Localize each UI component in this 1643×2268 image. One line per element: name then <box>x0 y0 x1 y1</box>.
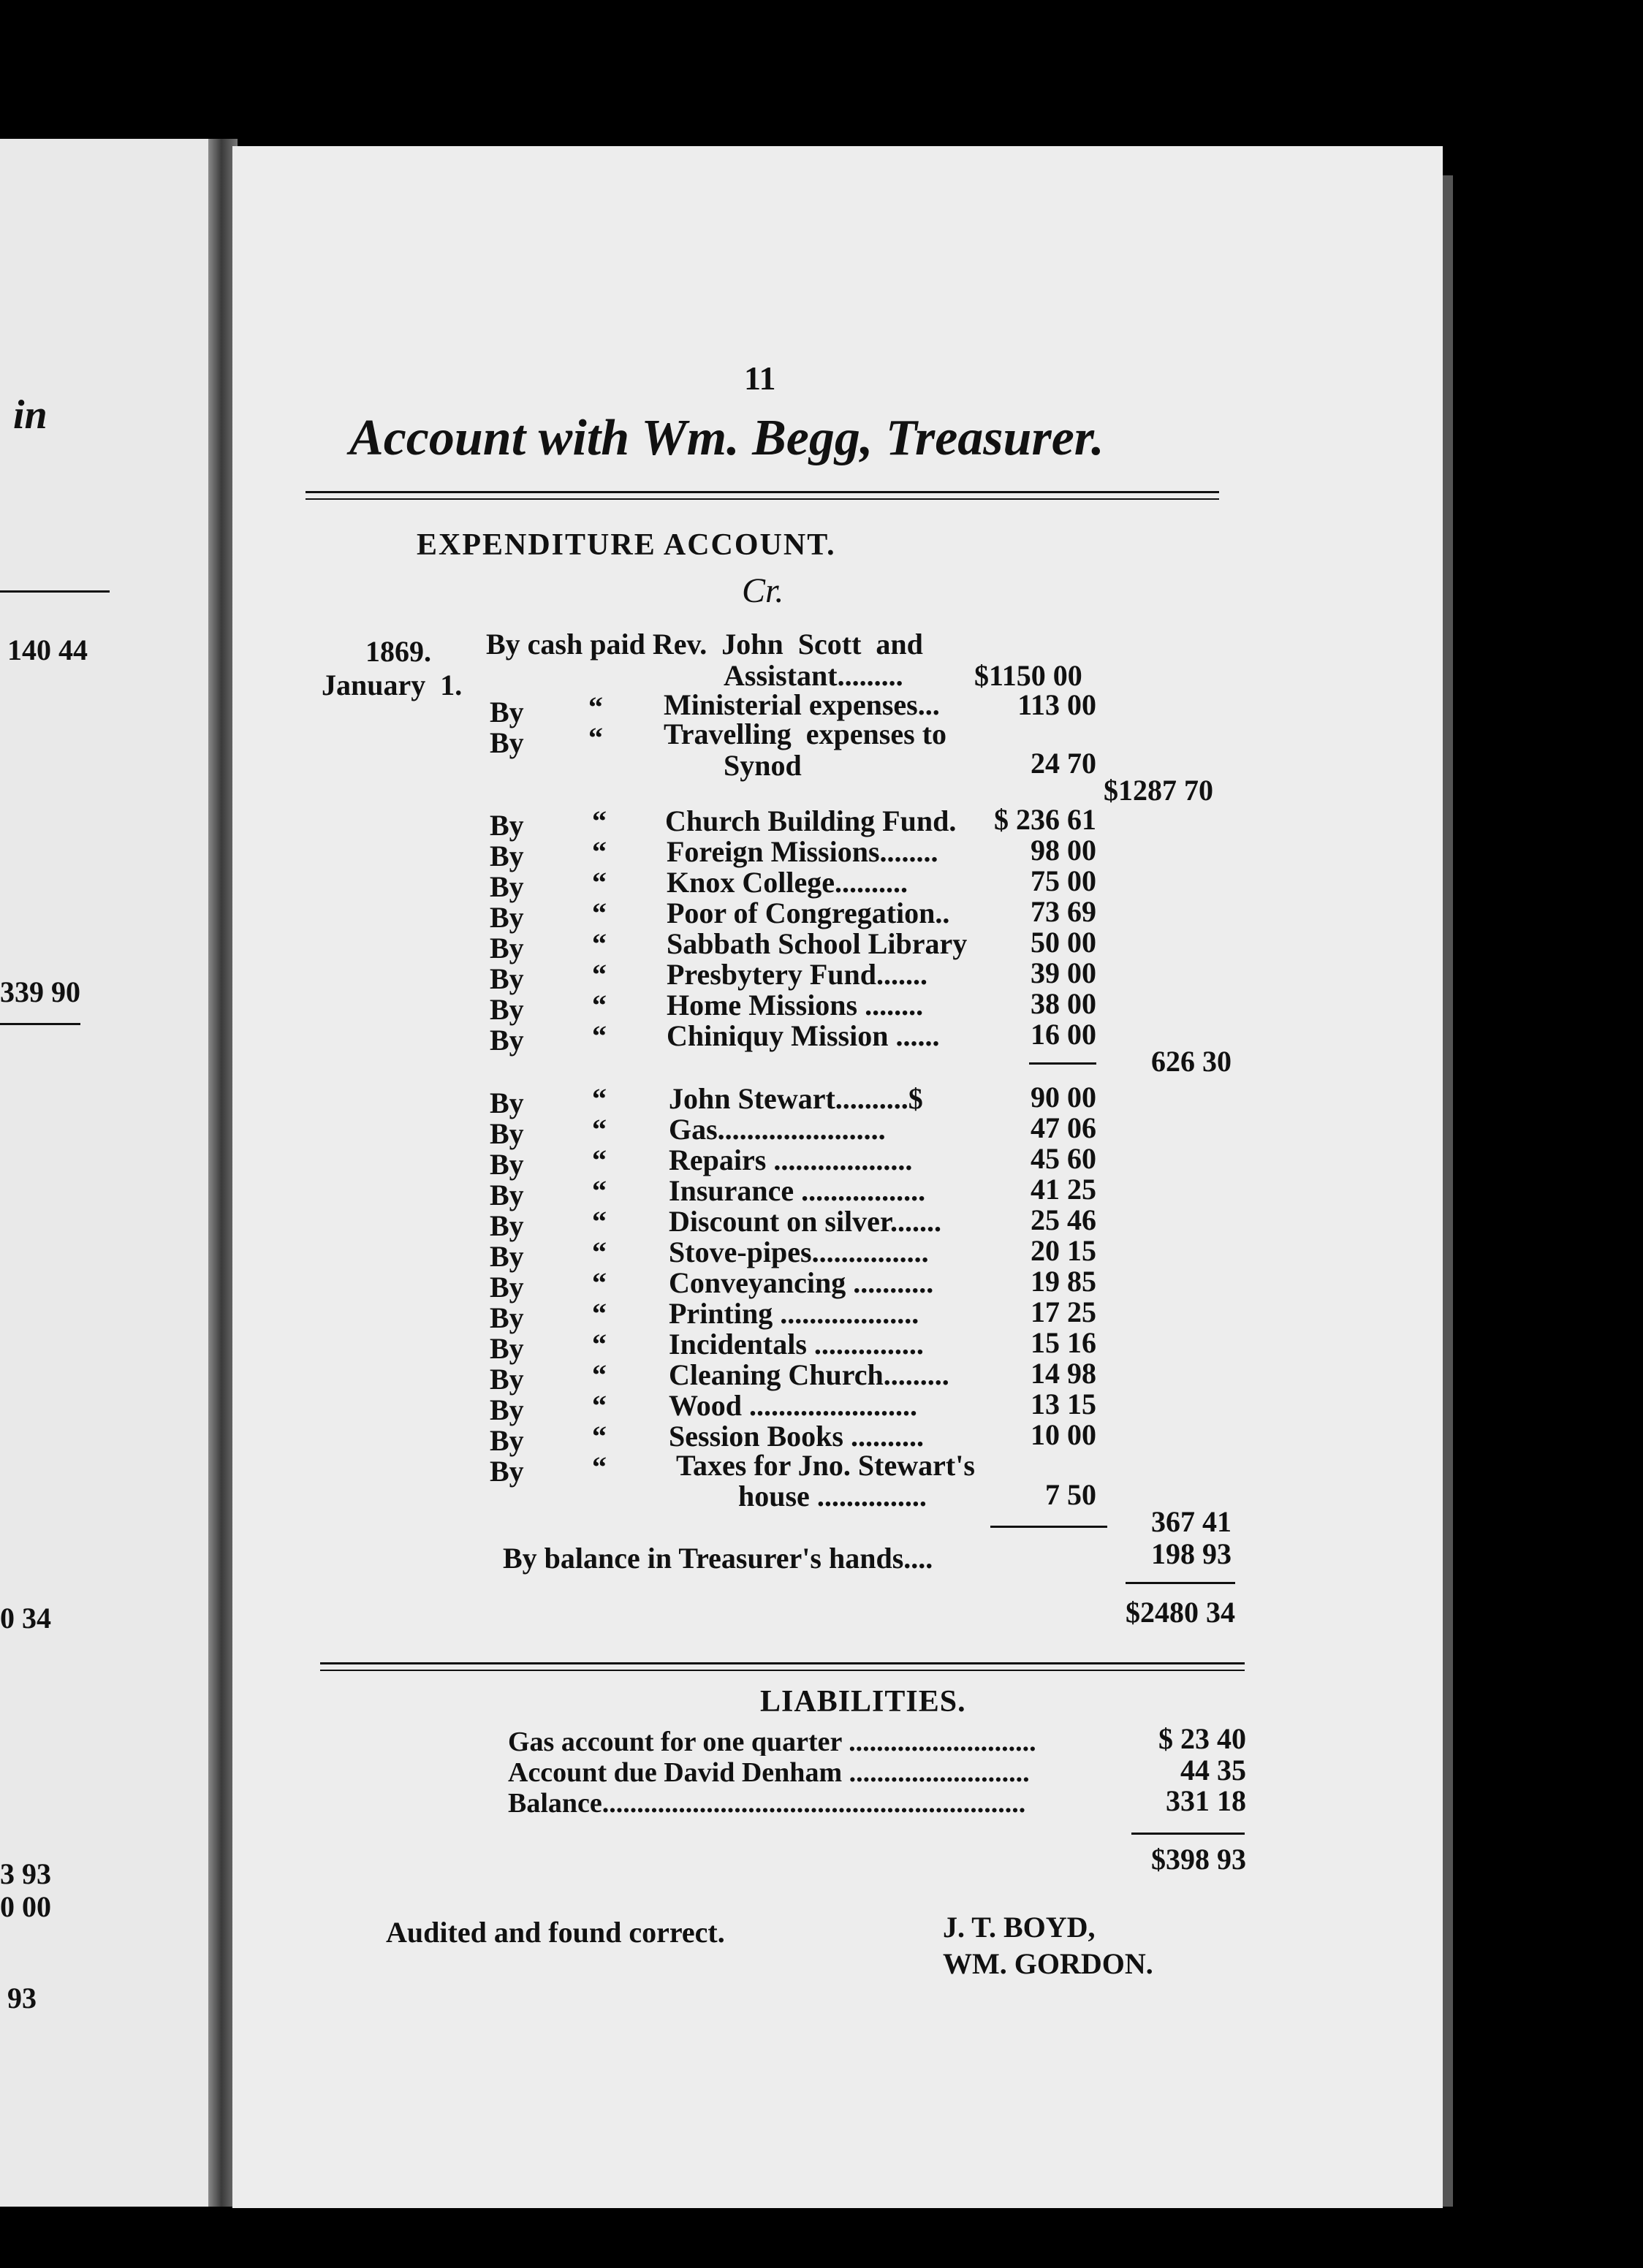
entry-amount: 25 46 <box>1031 1203 1096 1236</box>
ditto-mark: “ <box>592 1019 607 1052</box>
section-rule-bottom <box>320 1670 1245 1671</box>
entry-by-label: By <box>490 1179 524 1211</box>
ditto-mark: “ <box>592 804 607 837</box>
ditto-mark: “ <box>592 866 607 899</box>
liability-label: Balance............................................................. <box>508 1789 1026 1817</box>
entry-by-label: By <box>490 1087 524 1119</box>
left-amount-5: 0 00 <box>0 1890 51 1923</box>
entry-desc: Synod <box>724 749 802 782</box>
entry-amount: 15 16 <box>1031 1326 1096 1359</box>
entry-by-label: By <box>490 1455 524 1488</box>
liabilities-total-rule <box>1131 1833 1245 1835</box>
entry-amount: 14 98 <box>1031 1357 1096 1390</box>
ditto-mark: “ <box>592 989 607 1021</box>
ditto-mark: “ <box>592 1174 607 1207</box>
ditto-mark: “ <box>592 835 607 868</box>
entry-desc: Sabbath School Library <box>667 927 968 960</box>
ditto-mark: “ <box>592 1113 607 1146</box>
entry-amount: 41 25 <box>1031 1173 1096 1206</box>
entry-desc: Chiniquy Mission ...... <box>667 1019 940 1052</box>
entry-by-label: By <box>490 1271 524 1304</box>
entry-desc: Assistant......... <box>724 659 903 692</box>
liability-amount: 44 35 <box>1180 1754 1246 1786</box>
liabilities-total: $398 93 <box>1151 1843 1246 1876</box>
entry-desc: Ministerial expenses... <box>664 688 940 721</box>
entry-amount: 10 00 <box>1031 1418 1096 1451</box>
entry-by-label: By <box>490 1209 524 1242</box>
group3-total: 367 41 <box>1151 1505 1232 1538</box>
title-rule-top <box>306 491 1219 493</box>
left-amount-3: 0 34 <box>0 1602 51 1635</box>
ditto-mark: “ <box>592 927 607 960</box>
ditto-mark: “ <box>592 1236 607 1268</box>
entry-desc: Insurance ................. <box>669 1174 926 1207</box>
entry-desc: Poor of Congregation.. <box>667 897 950 929</box>
entry-desc: Printing ................... <box>669 1297 919 1330</box>
year-label: 1869. <box>365 635 431 668</box>
entry-amount: 16 00 <box>1031 1018 1096 1051</box>
entry-desc: Stove-pipes................ <box>669 1236 929 1268</box>
expenditure-heading: EXPENDITURE ACCOUNT. <box>417 528 836 562</box>
entry-by-label: By <box>490 870 524 903</box>
entry-amount: 20 15 <box>1031 1234 1096 1267</box>
entry-by-label: By <box>490 1424 524 1457</box>
entry-desc: Conveyancing ........... <box>669 1266 934 1299</box>
entry-amount: 75 00 <box>1031 864 1096 897</box>
left-amount-4: 3 93 <box>0 1857 51 1890</box>
entry-by-label: By <box>490 809 524 842</box>
liability-amount: 331 18 <box>1166 1784 1246 1817</box>
ditto-mark: “ <box>588 721 603 754</box>
auditor-signature-2: WM. GORDON. <box>943 1947 1153 1980</box>
entry-by-label: By <box>490 1240 524 1273</box>
title-rule-bottom <box>306 498 1219 500</box>
entry-amount: 17 25 <box>1031 1295 1096 1328</box>
entry-by-label: By <box>490 1148 524 1181</box>
entry-desc: Presbytery Fund....... <box>667 958 928 991</box>
balance-amount: 198 93 <box>1151 1537 1232 1570</box>
entry-by-label: By <box>490 1024 524 1057</box>
entry-desc: Repairs ................... <box>669 1143 913 1176</box>
ditto-mark: “ <box>592 1143 607 1176</box>
entry-desc: Church Building Fund. <box>665 804 957 837</box>
entry-by-label: By <box>490 1117 524 1150</box>
entry-amount: 98 00 <box>1031 834 1096 867</box>
liabilities-heading: LIABILITIES. <box>760 1685 966 1719</box>
ditto-mark: “ <box>592 1297 607 1330</box>
entry-desc: Home Missions ........ <box>667 989 924 1021</box>
ditto-mark: “ <box>592 1328 607 1361</box>
entry-by-label: By <box>490 932 524 964</box>
left-rule <box>0 1023 80 1025</box>
left-amount-6: 93 <box>7 1982 37 2014</box>
entry-amount: 50 00 <box>1031 926 1096 959</box>
ditto-mark: “ <box>592 1420 607 1453</box>
entry-by-label: By cash paid Rev. John Scott and <box>486 628 923 661</box>
entry-amount: $ 236 61 <box>994 803 1096 836</box>
entry-desc: Wood ....................... <box>669 1389 918 1422</box>
ditto-mark: “ <box>592 958 607 991</box>
entry-desc: Session Books .......... <box>669 1420 924 1453</box>
ditto-mark: “ <box>592 1082 607 1115</box>
entry-amount: 13 15 <box>1031 1388 1096 1420</box>
left-page <box>0 139 219 2207</box>
entry-by-label: By <box>490 962 524 995</box>
entry-amount: 7 50 <box>1045 1478 1096 1511</box>
left-amount-1: 140 44 <box>7 633 88 666</box>
entry-desc: Taxes for Jno. Stewart's <box>676 1449 975 1482</box>
entry-desc: Travelling expenses to <box>664 718 947 750</box>
ditto-mark: “ <box>592 1389 607 1422</box>
left-page-word: in <box>13 392 48 438</box>
entry-amount: 47 06 <box>1031 1111 1096 1144</box>
entry-desc: Gas....................... <box>669 1113 886 1146</box>
ditto-mark: “ <box>592 1205 607 1238</box>
entry-desc: Incidentals ............... <box>669 1328 924 1361</box>
liability-amount: $ 23 40 <box>1158 1722 1246 1755</box>
entry-desc: Foreign Missions........ <box>667 835 938 868</box>
group2-total: 626 30 <box>1151 1045 1232 1078</box>
entry-by-label: By <box>490 1332 524 1365</box>
entry-by-label: By <box>490 1363 524 1396</box>
entry-by-label: By <box>490 901 524 934</box>
entry-amount: 24 70 <box>1031 747 1096 780</box>
entry-amount: 90 00 <box>1031 1081 1096 1114</box>
left-rule <box>0 590 110 593</box>
ditto-mark: “ <box>592 897 607 929</box>
entry-desc: John Stewart..........$ <box>669 1082 923 1115</box>
ditto-mark: “ <box>588 690 603 723</box>
entry-by-label: By <box>490 696 524 728</box>
entry-desc: house ............... <box>738 1480 927 1512</box>
page-title: Account with Wm. Begg, Treasurer. <box>349 410 1104 466</box>
entry-amount: 113 00 <box>1017 688 1096 721</box>
auditor-signature-1: J. T. BOYD, <box>943 1911 1096 1944</box>
liability-label: Gas account for one quarter ........................... <box>508 1728 1036 1756</box>
entry-amount: 19 85 <box>1031 1265 1096 1298</box>
entry-desc: Knox College.......... <box>667 866 908 899</box>
entry-by-label: By <box>490 993 524 1026</box>
entry-desc: Cleaning Church......... <box>669 1358 949 1391</box>
entry-by-label: By <box>490 840 524 872</box>
grand-total: $2480 34 <box>1126 1596 1235 1629</box>
ditto-mark: “ <box>592 1358 607 1391</box>
entry-by-label: By <box>490 1301 524 1334</box>
audit-statement: Audited and found correct. <box>386 1916 725 1949</box>
left-amount-2: 339 90 <box>0 975 80 1008</box>
entry-amount: 45 60 <box>1031 1142 1096 1175</box>
cr-label: Cr. <box>742 571 784 610</box>
entry-desc: Discount on silver....... <box>669 1205 942 1238</box>
group1-total: $1287 70 <box>1104 774 1213 807</box>
entry-by-label: By <box>490 1393 524 1426</box>
ditto-mark: “ <box>592 1266 607 1299</box>
entry-amount: 73 69 <box>1031 895 1096 928</box>
ditto-mark: “ <box>592 1450 607 1483</box>
grand-total-rule <box>1126 1582 1235 1584</box>
entry-amount: 39 00 <box>1031 956 1096 989</box>
entry-amount: 38 00 <box>1031 987 1096 1020</box>
balance-label: By balance in Treasurer's hands.... <box>503 1542 933 1575</box>
date-label: January 1. <box>322 669 463 701</box>
entry-amount: $1150 00 <box>974 659 1082 692</box>
liability-label: Account due David Denham .......................... <box>508 1759 1030 1786</box>
page-number: 11 <box>744 359 776 397</box>
entry-by-label: By <box>490 726 524 759</box>
section-rule-top <box>320 1662 1245 1664</box>
